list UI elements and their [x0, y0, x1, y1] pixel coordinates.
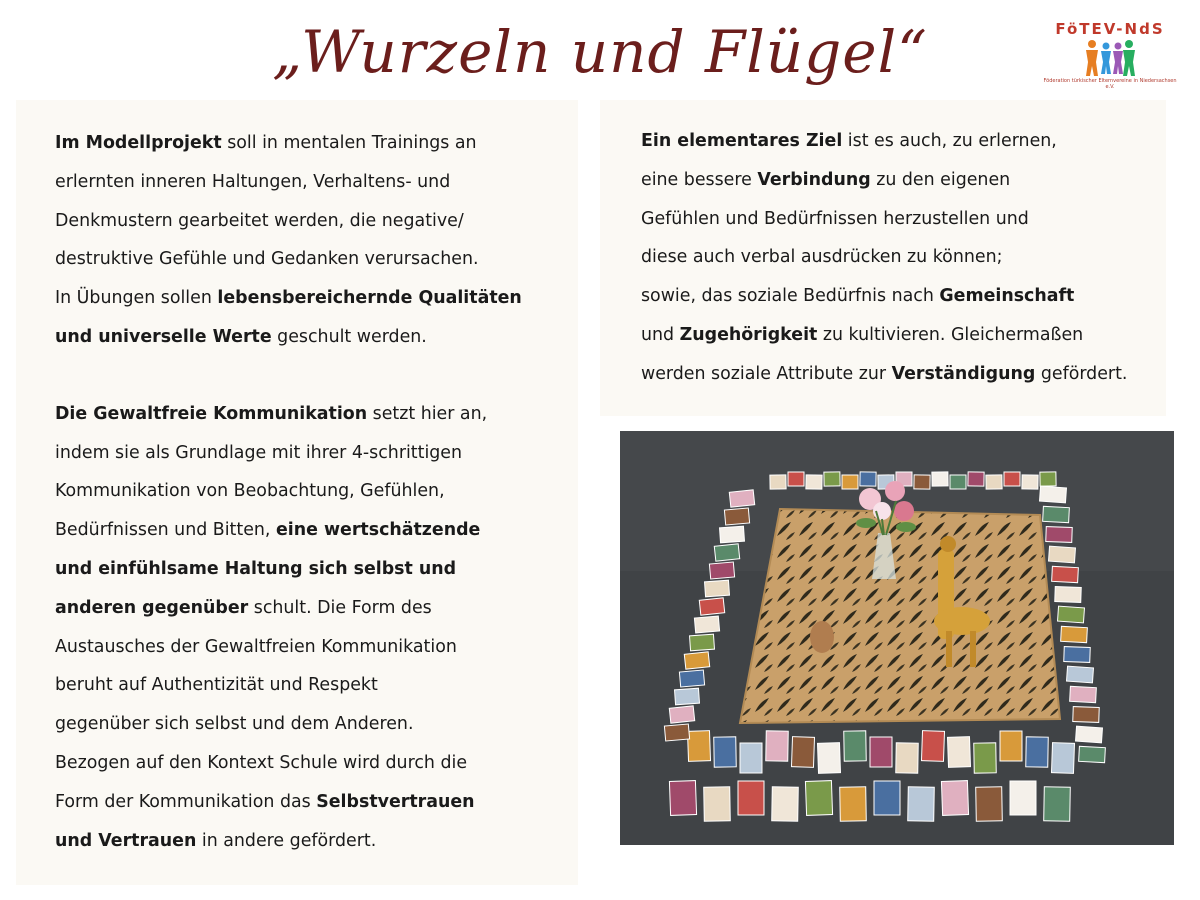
left-text-panel	[16, 100, 578, 885]
picture-card	[1076, 726, 1103, 743]
text-line: und universelle Werte geschult werden.	[55, 326, 427, 347]
picture-card	[788, 472, 804, 486]
logo-subtitle: Föderation türkischer Elternvereine in Niedersachsen e.V.	[1043, 78, 1177, 90]
text-line: Denkmustern gearbeitet werden, die negative/	[55, 210, 464, 231]
text-line: erlernten inneren Haltungen, Verhaltens- und	[55, 171, 451, 192]
picture-card	[870, 737, 892, 767]
picture-card	[724, 508, 749, 525]
text-line: Die Gewaltfreie Kommunikation setzt hier an,	[55, 403, 488, 424]
workshop-photo	[620, 431, 1174, 845]
children-figures-icon	[1084, 38, 1136, 78]
text-line: Ein elementares Ziel ist es auch, zu erlernen,	[641, 131, 1057, 151]
picture-card	[1004, 472, 1020, 486]
picture-card	[1010, 781, 1036, 815]
picture-card	[675, 688, 700, 705]
text-line: indem sie als Grundlage mit ihrer 4-schrittigen	[55, 442, 463, 463]
text-line: sowie, das soziale Bedürfnis nach Gemeinschaft	[641, 286, 1075, 307]
picture-card	[947, 737, 970, 768]
picture-card	[669, 781, 696, 816]
picture-card	[1026, 737, 1049, 767]
picture-card	[1058, 606, 1085, 623]
text-line: diese auch verbal ausdrücken zu können;	[641, 247, 1003, 268]
text-line: und einfühlsame Haltung sich selbst und	[55, 558, 457, 579]
picture-card	[932, 472, 948, 486]
text-line: anderen gegenüber schult. Die Form des	[55, 597, 432, 618]
picture-card	[766, 731, 789, 761]
picture-card	[1073, 707, 1100, 723]
picture-card	[1040, 486, 1067, 503]
picture-card	[1040, 472, 1056, 486]
picture-card	[805, 781, 832, 816]
picture-card	[669, 706, 694, 723]
picture-card	[976, 787, 1003, 821]
picture-card	[950, 475, 966, 489]
text-line: und Zugehörigkeit zu kultivieren. Gleichermaßen	[641, 324, 1084, 345]
picture-card	[1049, 546, 1076, 563]
picture-card	[684, 652, 709, 669]
patterned-cloth	[740, 509, 1060, 723]
text-line: Gefühlen und Bedürfnissen herzustellen und	[641, 208, 1029, 229]
picture-card	[824, 472, 840, 486]
picture-card	[1044, 787, 1071, 821]
picture-card	[914, 475, 930, 489]
picture-card	[687, 731, 710, 762]
picture-card	[842, 475, 858, 489]
picture-card	[1079, 746, 1106, 762]
paragraph-modellprojekt	[55, 124, 578, 357]
picture-card	[709, 562, 734, 579]
text-line: Bedürfnissen und Bitten, eine wertschätzende	[55, 520, 481, 541]
picture-card	[1070, 686, 1097, 702]
paragraph-elementares-ziel	[641, 122, 1166, 394]
picture-card	[704, 787, 731, 821]
picture-card	[694, 616, 719, 633]
text-line: In Übungen sollen lebensbereichernde Qualitäten	[55, 288, 522, 309]
text-line: Bezogen auf den Kontext Schule wird durch die	[55, 752, 468, 773]
page-title: „Wurzeln und Flügel“	[272, 18, 928, 86]
picture-card	[968, 472, 984, 486]
picture-card	[714, 737, 737, 767]
picture-card	[941, 781, 968, 816]
text-line: eine bessere Verbindung zu den eigenen	[641, 169, 1011, 190]
text-line: beruht auf Authentizität und Respekt	[55, 675, 378, 696]
picture-card	[690, 634, 715, 651]
text-line: gegenüber sich selbst und dem Anderen.	[55, 714, 414, 735]
text-line: Austausches der Gewaltfreien Kommunikation	[55, 636, 457, 657]
picture-card	[729, 490, 754, 507]
picture-card	[770, 475, 786, 489]
picture-card	[1046, 527, 1073, 543]
picture-card	[1061, 626, 1088, 642]
picture-card	[844, 731, 867, 761]
picture-card	[986, 475, 1002, 489]
picture-card	[1022, 475, 1038, 489]
picture-card	[664, 724, 689, 741]
picture-card	[699, 598, 724, 615]
photo-illustration	[620, 431, 1174, 845]
text-line: werden soziale Attribute zur Verständigung gefördert.	[641, 363, 1128, 384]
text-line: Kommunikation von Beobachtung, Gefühlen,	[55, 481, 445, 502]
picture-card	[1000, 731, 1022, 761]
picture-card	[1043, 506, 1070, 522]
text-line: und Vertrauen in andere gefördert.	[55, 830, 377, 851]
logo-text: FöTEV-NdS	[1055, 20, 1165, 38]
text-line: Im Modellprojekt soll in mentalen Trainings an	[55, 133, 477, 153]
text-line: Form der Kommunikation das Selbstvertrauen	[55, 791, 475, 812]
picture-card	[874, 781, 900, 815]
picture-card	[705, 580, 730, 597]
picture-card	[679, 670, 704, 687]
picture-card	[806, 475, 822, 489]
picture-card	[1055, 587, 1082, 603]
organization-logo	[1040, 20, 1180, 92]
picture-card	[896, 743, 919, 773]
picture-card	[1052, 566, 1079, 582]
picture-card	[908, 787, 935, 821]
picture-card	[817, 743, 840, 774]
picture-card	[921, 731, 944, 762]
picture-card	[740, 743, 762, 773]
picture-card	[738, 781, 764, 815]
picture-card	[974, 743, 997, 773]
picture-card	[720, 526, 745, 543]
rabbit-figure	[810, 621, 834, 653]
picture-card	[1064, 647, 1091, 663]
picture-card	[1051, 743, 1074, 774]
paragraph-gewaltfreie-kommunikation	[55, 395, 578, 861]
text-line: destruktive Gefühle und Gedanken verursachen.	[55, 249, 479, 270]
picture-card	[840, 787, 867, 821]
picture-card	[860, 472, 876, 486]
picture-card	[1067, 666, 1094, 683]
picture-card	[714, 544, 739, 561]
picture-card	[791, 737, 814, 768]
picture-card	[772, 787, 799, 821]
right-text-panel	[600, 100, 1166, 416]
